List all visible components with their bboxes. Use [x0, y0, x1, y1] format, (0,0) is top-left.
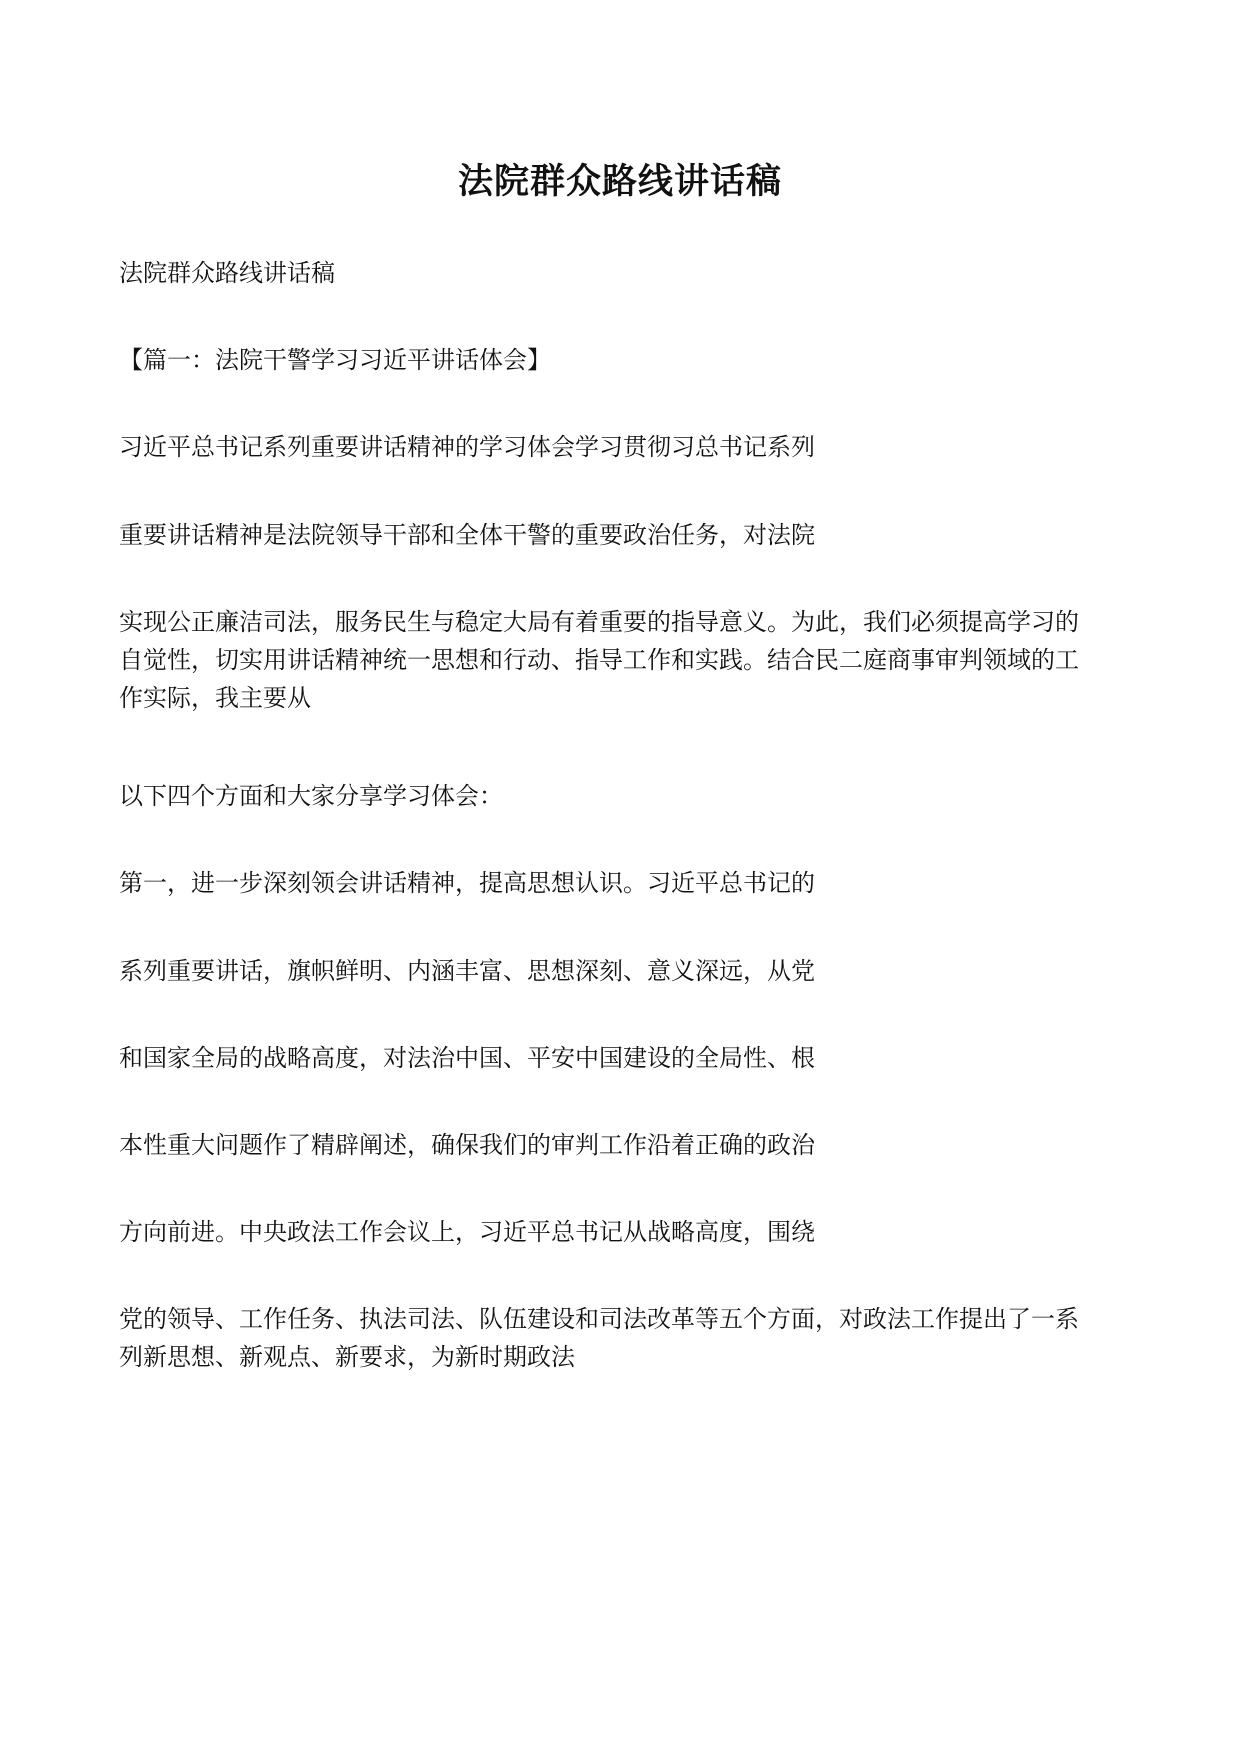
text-line: 【篇一：法院干警学习习近平讲话体会】	[119, 346, 551, 374]
paragraph	[119, 1213, 1129, 1251]
text-line: 作实际，我主要从	[119, 684, 311, 712]
paragraph	[119, 1039, 1129, 1077]
paragraph	[119, 428, 1129, 466]
paragraph	[119, 777, 1129, 815]
paragraph	[119, 864, 1129, 902]
paragraph	[119, 1126, 1129, 1164]
text-line: 党的领导、工作任务、执法司法、队伍建设和司法改革等五个方面，对政法工作提出了一系	[119, 1305, 1079, 1333]
paragraph-subtitle	[119, 254, 1129, 292]
text-line: 第一，进一步深刻领会讲话精神，提高思想认识。习近平总书记的	[119, 869, 815, 897]
paragraph	[119, 603, 1129, 717]
paragraph	[119, 952, 1129, 990]
text-line: 以下四个方面和大家分享学习体会：	[119, 782, 503, 810]
text-line: 和国家全局的战略高度，对法治中国、平安中国建设的全局性、根	[119, 1044, 815, 1072]
text-line: 重要讲话精神是法院领导干部和全体干警的重要政治任务，对法院	[119, 521, 815, 549]
text-line: 法院群众路线讲话稿	[119, 259, 335, 287]
text-line: 列新思想、新观点、新要求，为新时期政法	[119, 1343, 575, 1371]
paragraph	[119, 516, 1129, 554]
paragraph	[119, 1300, 1129, 1376]
text-line: 自觉性，切实用讲话精神统一思想和行动、指导工作和实践。结合民二庭商事审判领域的工	[119, 646, 1079, 674]
text-line: 系列重要讲话，旗帜鲜明、内涵丰富、思想深刻、意义深远，从党	[119, 957, 815, 985]
text-line: 本性重大问题作了精辟阐述，确保我们的审判工作沿着正确的政治	[119, 1131, 815, 1159]
paragraph-section-heading	[119, 341, 1129, 379]
text-line: 习近平总书记系列重要讲话精神的学习体会学习贯彻习总书记系列	[119, 433, 815, 461]
text-line: 实现公正廉洁司法，服务民生与稳定大局有着重要的指导意义。为此，我们必须提高学习的	[119, 608, 1079, 636]
text-line: 方向前进。中央政法工作会议上，习近平总书记从战略高度，围绕	[119, 1218, 815, 1246]
document-title: 法院群众路线讲话稿	[457, 161, 782, 202]
